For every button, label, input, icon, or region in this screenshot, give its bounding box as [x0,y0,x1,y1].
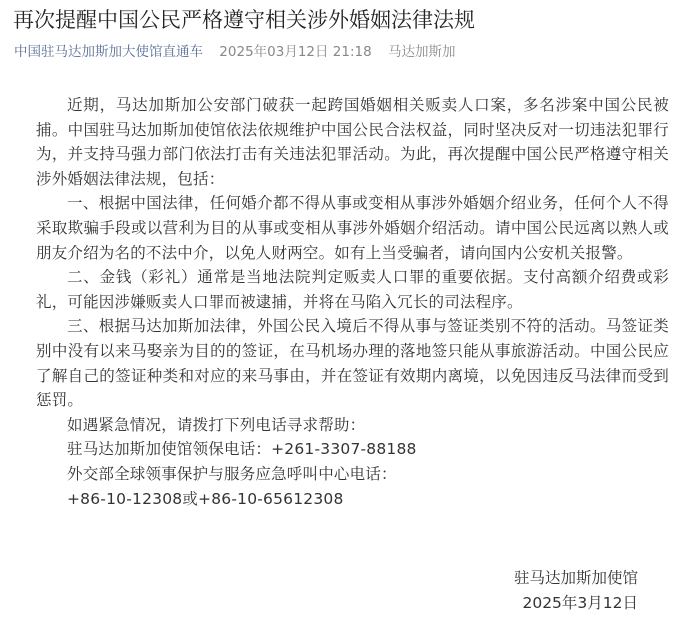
article-title: 再次提醒中国公民严格遵守相关涉外婚姻法律法规 [13,8,475,32]
article-body [36,93,669,511]
paragraph-item-2: 二、金钱（彩礼）通常是当地法院判定贩卖人口罪的重要依据。支付高额介绍费或彩礼，可能因涉嫌贩卖人口罪而被逮捕，并将在马陷入冗长的司法程序。 [36,268,669,311]
author-link[interactable]: 中国驻马达加斯加大使馆直通车 [14,44,203,60]
signature-block [514,566,638,615]
embassy-phone-line: 驻马达加斯加使馆领保电话：+261-3307-88188 [67,440,417,459]
publish-datetime: 2025年03月12日 21:18 [219,44,372,60]
mfa-hotline-numbers: +86-10-12308或+86-10-65612308 [67,489,344,508]
mfa-hotline-label: 外交部全球领事保护与服务应急呼叫中心电话： [67,464,397,483]
signature-organization: 驻马达加斯加使馆 [513,569,638,587]
paragraph-emergency: 如遇紧急情况，请拨打下列电话寻求帮助： [67,415,366,434]
publish-location: 马达加斯加 [388,44,456,60]
paragraph-item-3: 三、根据马达加斯加法律，外国公民入境后不得从事与签证类别不符的活动。马签证类别中没有以来马娶亲为目的的签证，在马机场办理的落地签只能从事旅游活动。中国公民应了解自己的签证种类和对应的来马事由，并在签证有效期内离境，以免因违反马法律而受到惩罚。 [36,317,669,410]
article-meta [14,42,456,62]
paragraph-item-1: 一、根据中国法律，任何婚介都不得从事或变相从事涉外婚姻介绍业务，任何个人不得采取欺骗手段或以营利为目的从事或变相从事涉外婚姻介绍活动。请中国公民远离以熟人或朋友介绍为名的不法中介，以免人财两空。如有上当受骗者，请向国内公安机关报警。 [36,194,669,262]
paragraph-intro: 近期，马达加斯加公安部门破获一起跨国婚姻相关贩卖人口案，多名涉案中国公民被捕。中国驻马达加斯加使馆依法依规维护中国公民合法权益，同时坚决反对一切违法犯罪行为，并支持马强力部门依法打击有关违法犯罪活动。为此，再次提醒中国公民严格遵守相关涉外婚姻法律法规，包括： [36,96,669,188]
signature-date: 2025年3月12日 [522,593,638,612]
